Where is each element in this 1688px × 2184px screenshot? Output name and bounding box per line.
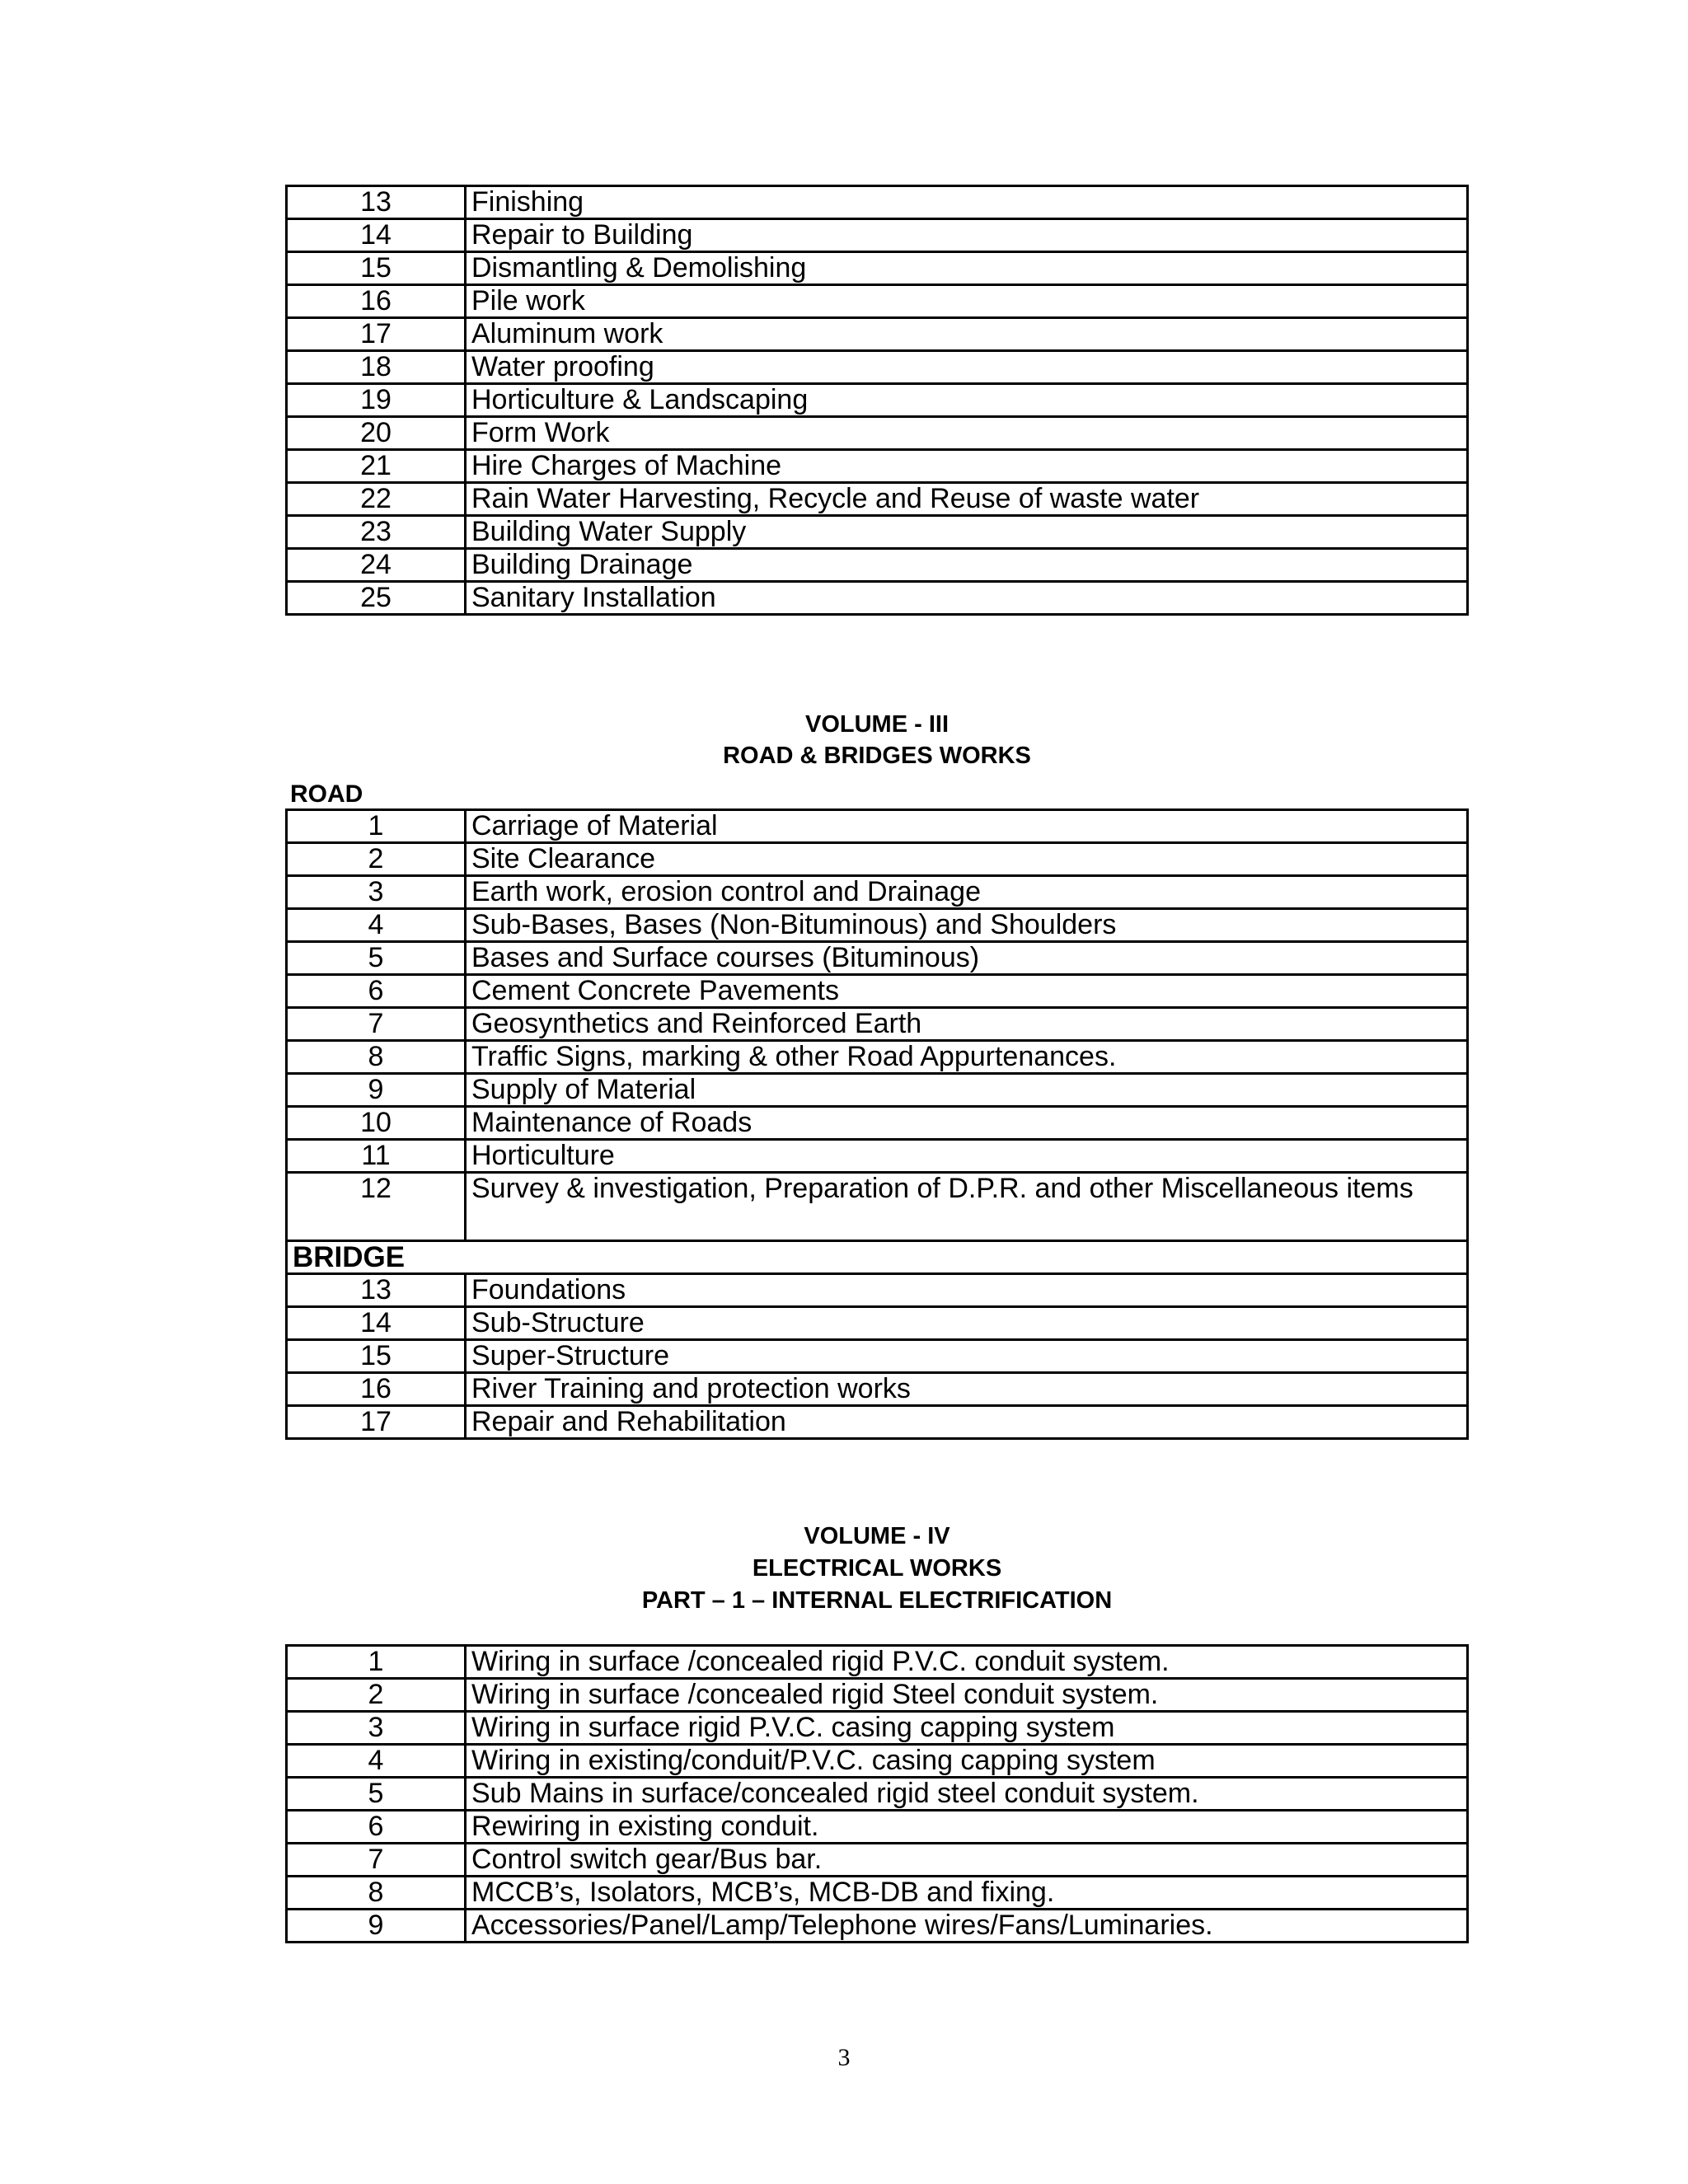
- item-number: 5: [287, 1778, 466, 1811]
- item-description: Foundations: [466, 1274, 1468, 1307]
- table-row: [287, 285, 1468, 318]
- item-description: Super-Structure: [466, 1340, 1468, 1373]
- item-number: 2: [287, 843, 466, 876]
- item-description: Pile work: [466, 285, 1468, 318]
- item-number: 25: [287, 582, 466, 615]
- item-number: 22: [287, 483, 466, 516]
- item-number: 4: [287, 909, 466, 942]
- item-description: Sub Mains in surface/concealed rigid steel conduit system.: [466, 1778, 1468, 1811]
- item-number: 17: [287, 318, 466, 351]
- item-description: Cement Concrete Pavements: [466, 975, 1468, 1008]
- vol4-items-table: [285, 1644, 1469, 1943]
- item-number: 21: [287, 450, 466, 483]
- vol3-items-table: [285, 808, 1469, 1440]
- item-number: 14: [287, 1307, 466, 1340]
- table-row: [287, 1811, 1468, 1844]
- table-row: [287, 1712, 1468, 1745]
- table-row: [287, 942, 1468, 975]
- vol3-title: VOLUME - III: [805, 711, 949, 738]
- item-description: Earth work, erosion control and Drainage: [466, 876, 1468, 909]
- bridge-section: [287, 1241, 1468, 1274]
- table-row: [287, 384, 1468, 417]
- item-description: Aluminum work: [466, 318, 1468, 351]
- item-number: 7: [287, 1844, 466, 1877]
- item-description: Horticulture: [466, 1140, 1468, 1173]
- table-row: [287, 1406, 1468, 1439]
- item-description: Control switch gear/Bus bar.: [466, 1844, 1468, 1877]
- item-description: Rain Water Harvesting, Recycle and Reuse of waste water: [466, 483, 1468, 516]
- item-number: 19: [287, 384, 466, 417]
- item-description: Site Clearance: [466, 843, 1468, 876]
- item-number: 13: [287, 186, 466, 219]
- item-number: 15: [287, 1340, 466, 1373]
- table-row: [287, 1041, 1468, 1074]
- table-row: [287, 1745, 1468, 1778]
- table-row: [287, 1910, 1468, 1943]
- vol4-subtitle: ELECTRICAL WORKS: [752, 1555, 1002, 1582]
- table-row: [287, 1778, 1468, 1811]
- table-row: [287, 975, 1468, 1008]
- item-number: 16: [287, 1373, 466, 1406]
- item-number: 4: [287, 1745, 466, 1778]
- table-row: [287, 252, 1468, 285]
- item-number: 2: [287, 1679, 466, 1712]
- item-description: Wiring in surface /concealed rigid Steel conduit system.: [466, 1679, 1468, 1712]
- item-number: 8: [287, 1041, 466, 1074]
- table-row: [287, 1373, 1468, 1406]
- item-number: 3: [287, 876, 466, 909]
- item-description: Building Drainage: [466, 549, 1468, 582]
- item-description: Supply of Material: [466, 1074, 1468, 1107]
- item-number: 6: [287, 1811, 466, 1844]
- item-number: 1: [287, 1646, 466, 1679]
- table-row: [287, 1340, 1468, 1373]
- item-number: 15: [287, 252, 466, 285]
- bridge-section-label: BRIDGE: [287, 1241, 1468, 1274]
- table-row: [287, 549, 1468, 582]
- item-description: Carriage of Material: [466, 810, 1468, 843]
- item-description: Sanitary Installation: [466, 582, 1468, 615]
- item-description: Traffic Signs, marking & other Road Appurtenances.: [466, 1041, 1468, 1074]
- item-description: Rewiring in existing conduit.: [466, 1811, 1468, 1844]
- road-section-label: ROAD: [290, 780, 363, 808]
- item-number: 11: [287, 1140, 466, 1173]
- table-row: [287, 1877, 1468, 1910]
- item-description: MCCB’s, Isolators, MCB’s, MCB-DB and fixing.: [466, 1877, 1468, 1910]
- item-number: 12: [287, 1173, 466, 1241]
- item-description: Repair and Rehabilitation: [466, 1406, 1468, 1439]
- vol2-items-table: [285, 185, 1469, 616]
- item-number: 20: [287, 417, 466, 450]
- item-number: 7: [287, 1008, 466, 1041]
- item-number: 1: [287, 810, 466, 843]
- item-description: Accessories/Panel/Lamp/Telephone wires/Fans/Luminaries.: [466, 1910, 1468, 1943]
- item-number: 6: [287, 975, 466, 1008]
- item-description: Geosynthetics and Reinforced Earth: [466, 1008, 1468, 1041]
- table-row: [287, 1140, 1468, 1173]
- table-row: [287, 450, 1468, 483]
- table-row: [287, 1274, 1468, 1307]
- table-row: [287, 1008, 1468, 1041]
- item-description: Wiring in surface /concealed rigid P.V.C. conduit system.: [466, 1646, 1468, 1679]
- table-row: [287, 186, 1468, 219]
- table-row: [287, 1074, 1468, 1107]
- item-description: Sub-Bases, Bases (Non-Bituminous) and Shoulders: [466, 909, 1468, 942]
- item-description: Maintenance of Roads: [466, 1107, 1468, 1140]
- item-number: 5: [287, 942, 466, 975]
- vol4-title: VOLUME - IV: [804, 1523, 950, 1549]
- item-description: Hire Charges of Machine: [466, 450, 1468, 483]
- table-row: [287, 351, 1468, 384]
- table-row: [287, 516, 1468, 549]
- table-row: [287, 582, 1468, 615]
- item-number: 24: [287, 549, 466, 582]
- item-description: Dismantling & Demolishing: [466, 252, 1468, 285]
- item-description: Survey & investigation, Preparation of D.P.R. and other Miscellaneous items: [466, 1173, 1468, 1241]
- item-description: Horticulture & Landscaping: [466, 384, 1468, 417]
- table-row: [287, 1646, 1468, 1679]
- table-row: [287, 318, 1468, 351]
- item-description: Form Work: [466, 417, 1468, 450]
- item-number: 16: [287, 285, 466, 318]
- item-description: Building Water Supply: [466, 516, 1468, 549]
- item-description: River Training and protection works: [466, 1373, 1468, 1406]
- item-description: Finishing: [466, 186, 1468, 219]
- item-description: Bases and Surface courses (Bituminous): [466, 942, 1468, 975]
- vol3-subtitle: ROAD & BRIDGES WORKS: [723, 743, 1031, 769]
- item-description: Repair to Building: [466, 219, 1468, 252]
- item-number: 23: [287, 516, 466, 549]
- page-number: 3: [837, 2044, 851, 2071]
- table-row: [287, 219, 1468, 252]
- item-number: 17: [287, 1406, 466, 1439]
- vol4-part-heading: PART – 1 – INTERNAL ELECTRIFICATION: [641, 1587, 1113, 1614]
- table-row: [287, 1844, 1468, 1877]
- item-description: Wiring in surface rigid P.V.C. casing capping system: [466, 1712, 1468, 1745]
- table-row: [287, 810, 1468, 843]
- table-row: [287, 1307, 1468, 1340]
- item-number: 13: [287, 1274, 466, 1307]
- item-number: 9: [287, 1074, 466, 1107]
- item-number: 14: [287, 219, 466, 252]
- table-row: [287, 876, 1468, 909]
- item-number: 8: [287, 1877, 466, 1910]
- table-row: [287, 417, 1468, 450]
- item-number: 9: [287, 1910, 466, 1943]
- item-description: Water proofing: [466, 351, 1468, 384]
- table-row: [287, 909, 1468, 942]
- table-row: [287, 483, 1468, 516]
- item-number: 10: [287, 1107, 466, 1140]
- table-row: [287, 1679, 1468, 1712]
- item-number: 3: [287, 1712, 466, 1745]
- item-number: 18: [287, 351, 466, 384]
- table-row: [287, 1173, 1468, 1241]
- table-row: [287, 843, 1468, 876]
- table-row: [287, 1107, 1468, 1140]
- item-description: Wiring in existing/conduit/P.V.C. casing capping system: [466, 1745, 1468, 1778]
- item-description: Sub-Structure: [466, 1307, 1468, 1340]
